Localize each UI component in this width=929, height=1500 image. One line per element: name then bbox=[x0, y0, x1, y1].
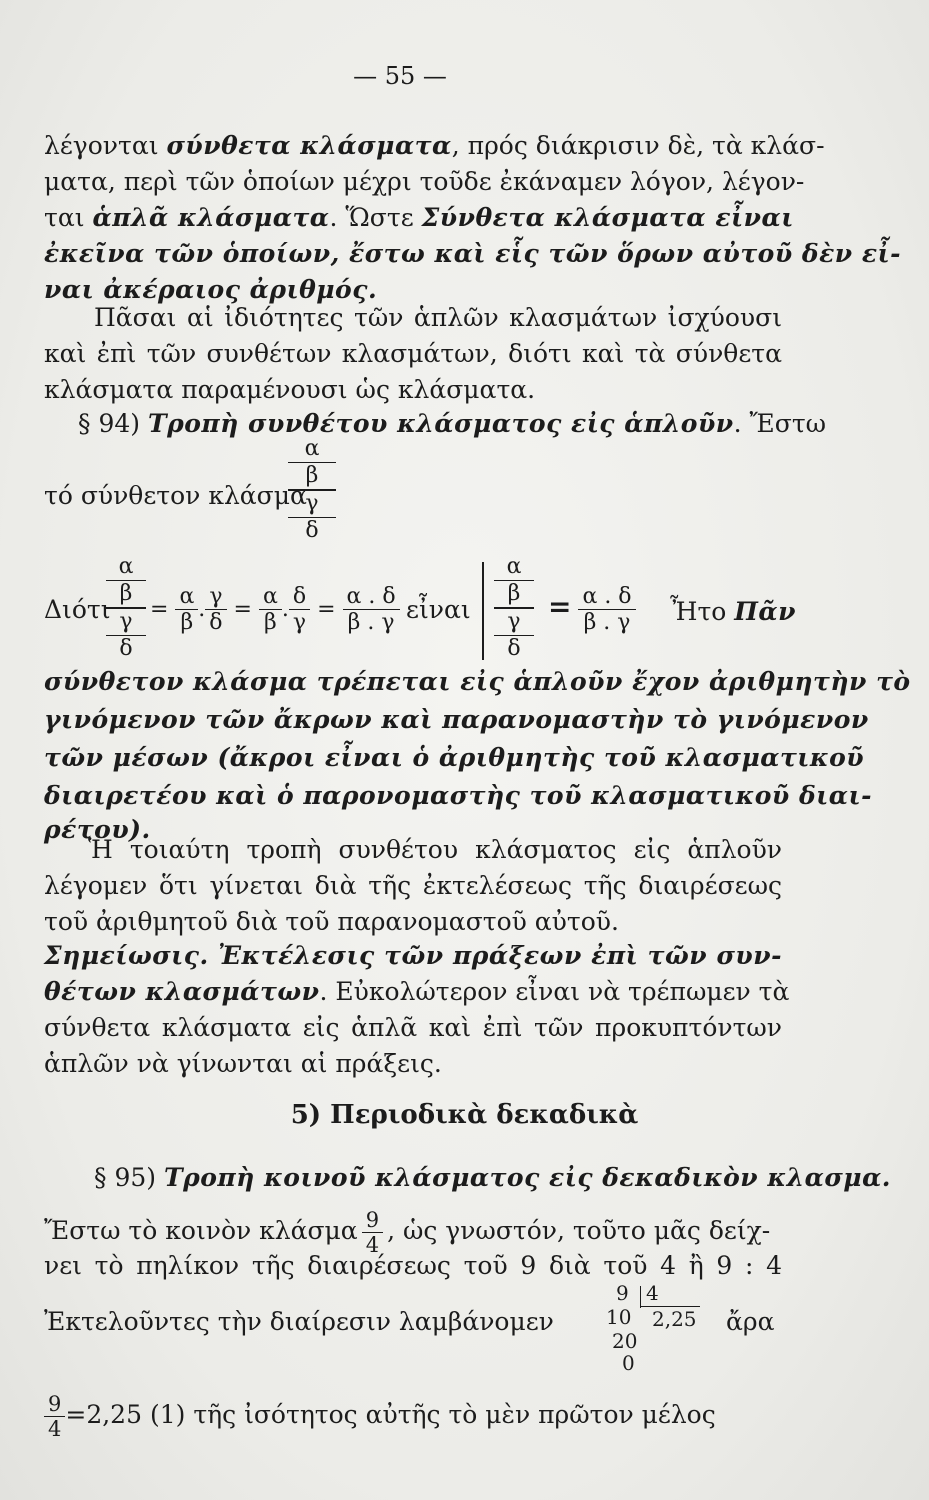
text-ito-pan: Ἦτο Πᾶν bbox=[670, 597, 796, 626]
rule-line: ρέτου). bbox=[44, 815, 151, 844]
text-line: ἄρα bbox=[726, 1307, 775, 1336]
bracket-line bbox=[482, 562, 484, 660]
text-line: ται ἁπλᾶ κλάσματα. Ὥστε Σύνθετα κλάσματα εἶναι bbox=[44, 203, 794, 232]
text-line: Ἐκτελοῦντες τὴν διαίρεσιν λαμβάνομεν bbox=[44, 1307, 554, 1336]
long-division: 9 4 10 2,25 20 0 bbox=[594, 1282, 714, 1392]
note-title: Σημείωσις. Ἐκτέλεσις τῶν πράξεων ἐπὶ τῶν συν- bbox=[44, 941, 782, 970]
section-heading: 5) Περιοδικὰ δεκαδικὰ bbox=[290, 1100, 639, 1130]
rule-line: τῶν μέσων (ἄκροι εἶναι ὁ ἀριθμητὴς τοῦ κλασματικοῦ bbox=[44, 743, 865, 772]
text-line: λέγονται σύνθετα κλάσματα, πρός διάκρισιν δὲ, τὰ κλάσ- bbox=[44, 131, 825, 160]
text-line: Ἔστω τὸ κοινὸν κλάσμα $\frac{9}{4}$ , ὡς γνωστόν, τοῦτο μᾶς δείχ- bbox=[44, 1208, 771, 1258]
text-line: θέτων κλασμάτων. Εὐκολώτερον εἶναι νὰ τρέπωμεν τὰ bbox=[44, 977, 790, 1006]
page-number: — 55 — bbox=[353, 62, 447, 90]
rule-line: γινόμενον τῶν ἄκρων καὶ παρανομαστὴν τὸ γινόμενον bbox=[44, 705, 869, 734]
text-line: ἁπλῶν νὰ γίνωνται αἱ πράξεις. bbox=[44, 1049, 442, 1078]
text-line: ἐκεῖνα τῶν ὁποίων, ἔστω καὶ εἷς τῶν ὅρων αὐτοῦ δὲν εἶ- bbox=[44, 239, 902, 268]
text-line: σύνθετα κλάσματα εἰς ἁπλᾶ καὶ ἐπὶ τῶν προκυπτόντων bbox=[44, 1013, 782, 1042]
equation-left-compound: α β γ δ bbox=[106, 554, 146, 662]
equation-steps: = $\frac{\alpha}{\beta}$ . $\frac{\gamma}{\delta}$ = $\frac{\alpha}{\beta}$ . $\frac{\delta}{\gamma}$ = $\frac{\alpha . \delta}{\beta . \gamma}$ bbox=[150, 584, 400, 636]
compound-fraction: α β γ δ bbox=[288, 436, 336, 544]
text-line: ναι ἀκέραιος ἀριθμός. bbox=[44, 275, 378, 304]
text-einai: εἶναι bbox=[406, 595, 471, 624]
rule-line: σύνθετον κλάσμα τρέπεται εἰς ἁπλοῦν ἔχον ἀριθμητὴν τὸ bbox=[44, 667, 911, 696]
section-94-title: § 94) Τροπὴ συνθέτου κλάσματος εἰς ἁπλοῦν. Ἔστω bbox=[78, 409, 827, 438]
text-line: $\frac{9}{4}$ =2,25 (1) τῆς ἰσότητος αὐτῆς τὸ μὲν πρῶτον μέλος bbox=[44, 1392, 782, 1441]
equation-result: = $\frac{\alpha . \delta}{\beta . \gamma}$ bbox=[548, 584, 636, 636]
equation-right-compound: α β γ δ bbox=[494, 554, 534, 662]
text-line: λέγομεν ὅτι γίνεται διὰ τῆς ἐκτελέσεως τῆς διαιρέσεως bbox=[44, 871, 782, 900]
text-line: Πᾶσαι αἱ ἰδιότητες τῶν ἁπλῶν κλασμάτων ἰσχύουσι bbox=[94, 303, 782, 332]
text-line: τοῦ ἀριθμητοῦ διὰ τοῦ παρανομαστοῦ αὐτοῦ. bbox=[44, 907, 619, 936]
text-dioti: Διότι bbox=[44, 595, 111, 624]
text-line: κλάσματα παραμένουσι ὡς κλάσματα. bbox=[44, 375, 536, 404]
text-line: Ἡ τοιαύτη τροπὴ συνθέτου κλάσματος εἰς ἁπλοῦν bbox=[88, 835, 782, 864]
text-line: νει τὸ πηλίκον τῆς διαιρέσεως τοῦ 9 διὰ τοῦ 4 ἢ 9 : 4 bbox=[44, 1251, 782, 1280]
rule-line: διαιρετέου καὶ ὁ παρονομαστὴς τοῦ κλασματικοῦ διαι- bbox=[44, 781, 872, 810]
text-line: καὶ ἐπὶ τῶν συνθέτων κλασμάτων, διότι καὶ τὰ σύνθετα bbox=[44, 339, 782, 368]
text-line: ματα, περὶ τῶν ὁποίων μέχρι τοῦδε ἐκάναμεν λόγον, λέγον- bbox=[44, 167, 805, 196]
section-95-title: § 95) Τροπὴ κοινοῦ κλάσματος εἰς δεκαδικὸν κλασμα. bbox=[94, 1163, 892, 1192]
text-line: τό σύνθετον κλάσμα bbox=[44, 481, 307, 510]
